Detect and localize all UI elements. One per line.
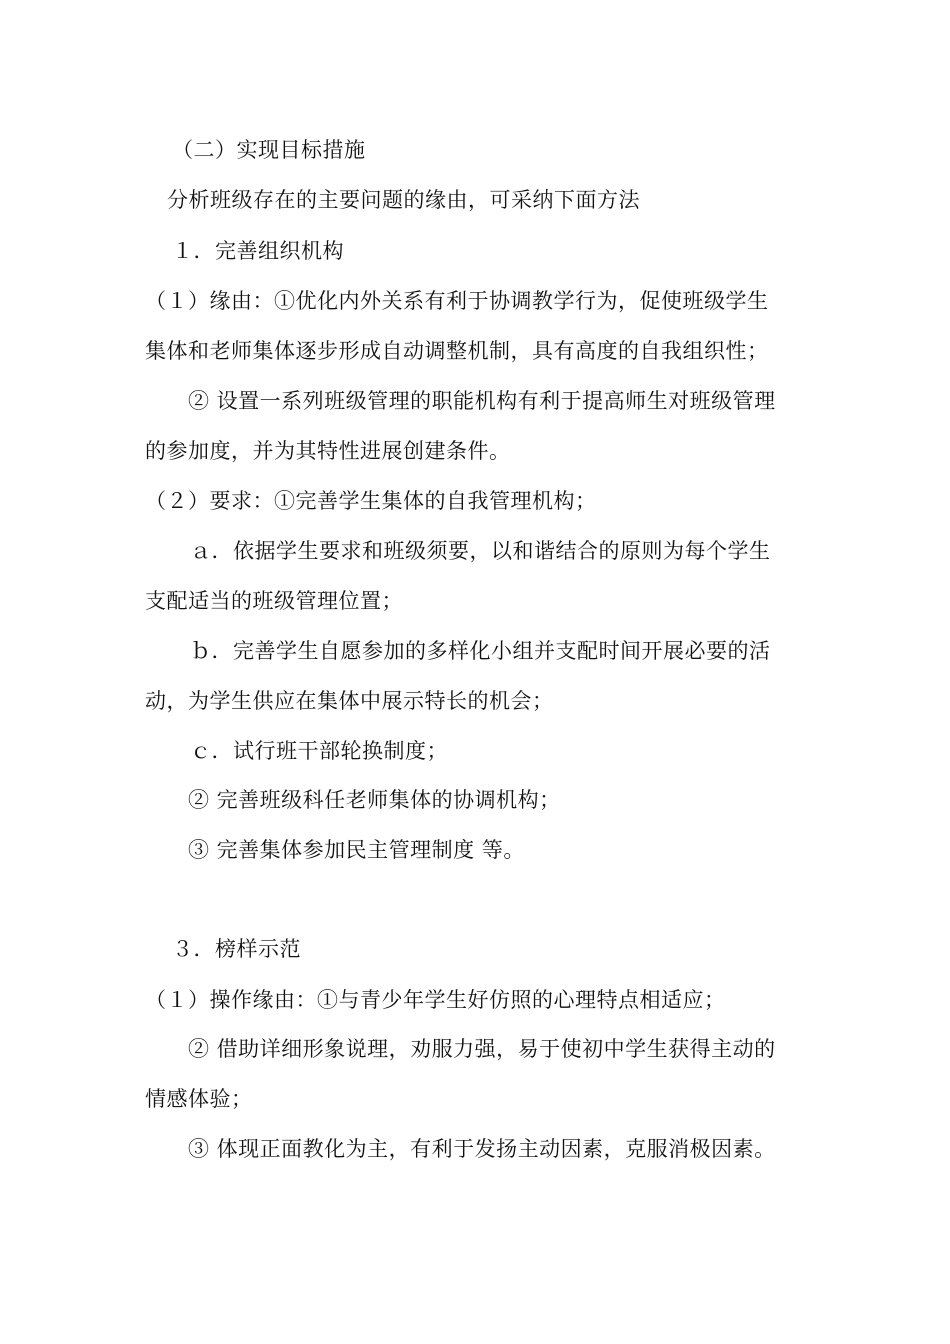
paragraph-line: 的参加度，并为其特性进展创建条件。	[145, 439, 511, 463]
subsection-heading: １．完善组织机构	[172, 239, 344, 263]
paragraph-line: ② 完善班级科任老师集体的协调机构；	[188, 788, 561, 812]
paragraph-line: ｃ．试行班干部轮换制度；	[190, 739, 448, 763]
paragraph-line: ｂ．完善学生自愿参加的多样化小组并支配时间开展必要的活	[190, 639, 771, 663]
paragraph-line: （２）要求：①完善学生集体的自我管理机构；	[145, 489, 597, 513]
paragraph-line: ② 设置一系列班级管理的职能机构有利于提高师生对班级管理	[188, 389, 776, 413]
paragraph-line: ③ 体现正面教化为主，有利于发扬主动因素，克服消极因素。	[188, 1137, 776, 1161]
paragraph-line: ａ．依据学生要求和班级须要，以和谐结合的原则为每个学生	[190, 539, 771, 563]
paragraph-line: 集体和老师集体逐步形成自动调整机制，具有高度的自我组织性；	[145, 339, 769, 363]
paragraph-line: （１）操作缘由：①与青少年学生好仿照的心理特点相适应；	[145, 988, 726, 1012]
paragraph-line: （１）缘由：①优化内外关系有利于协调教学行为，促使班级学生	[145, 289, 769, 313]
paragraph-line: 动，为学生供应在集体中展示特长的机会；	[145, 689, 554, 713]
paragraph-line: ② 借助详细形象说理，劝服力强，易于使初中学生获得主动的	[188, 1037, 776, 1061]
section-heading: （二）实现目标措施	[172, 138, 366, 162]
paragraph-line: 支配适当的班级管理位置；	[145, 589, 403, 613]
paragraph-line: 分析班级存在的主要问题的缘由，可采纳下面方法	[167, 188, 640, 212]
paragraph-line: 情感体验；	[145, 1087, 253, 1111]
paragraph-line: ③ 完善集体参加民主管理制度 等。	[188, 838, 525, 862]
subsection-heading: ３．榜样示范	[172, 937, 301, 961]
